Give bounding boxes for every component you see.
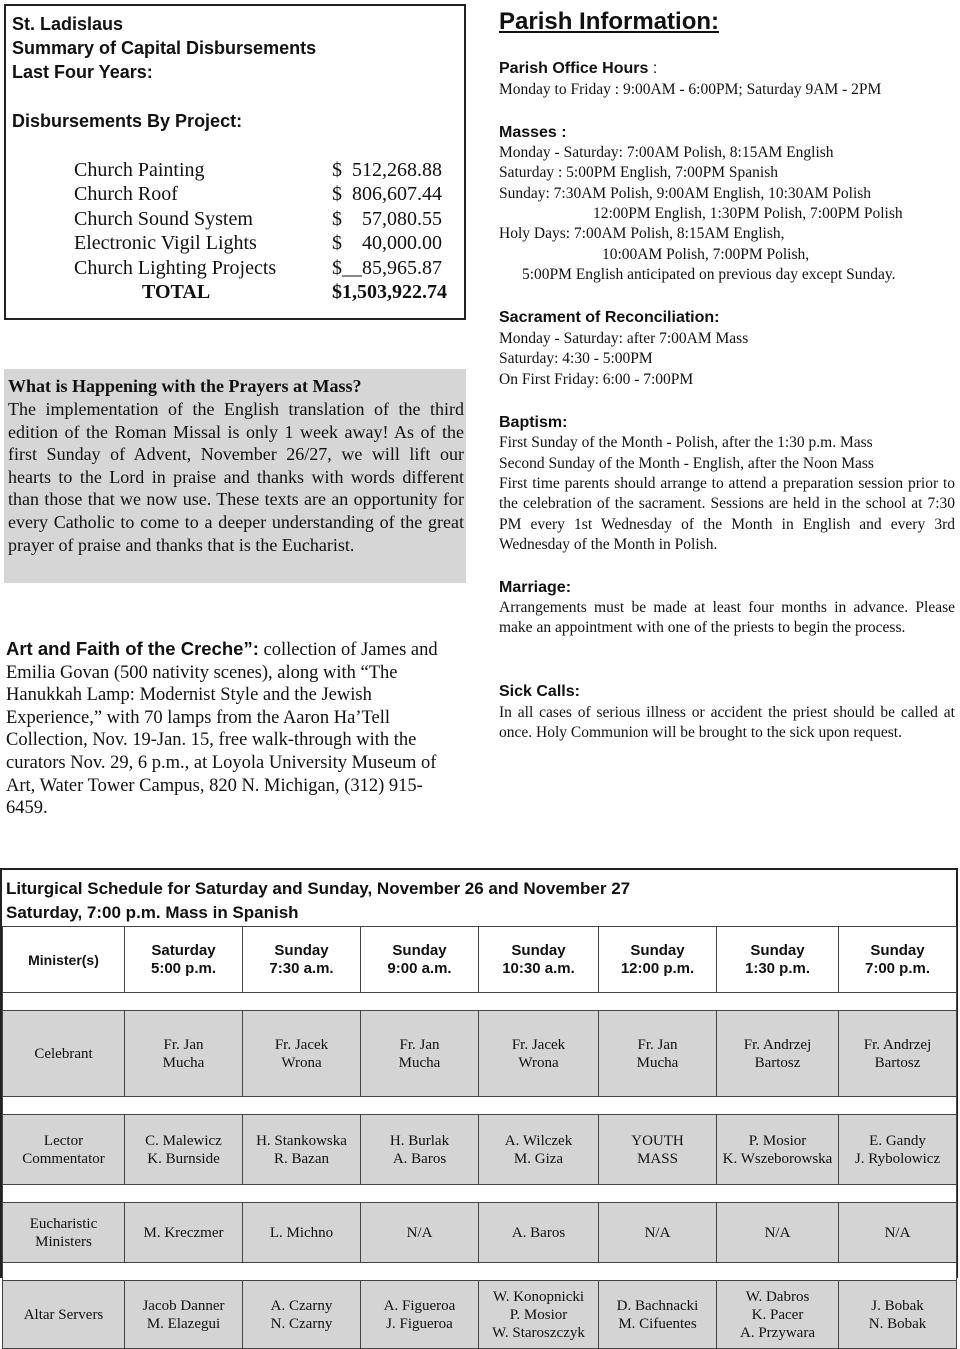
schedule-cell bbox=[599, 1011, 717, 1097]
marriage-paragraph: Arrangements must be made at least four months in advance. Please make an appointment with one of the priests to begin the process. bbox=[499, 599, 955, 637]
spacer-row bbox=[3, 1185, 957, 1203]
disbursements-box bbox=[4, 4, 466, 320]
masses-line: 10:00AM Polish, 7:00PM Polish, bbox=[602, 246, 810, 263]
masses-line: Monday - Saturday: 7:00AM Polish, 8:15AM English bbox=[499, 144, 834, 161]
schedule-cell bbox=[479, 1011, 599, 1097]
masses-line: Sunday: 7:30AM Polish, 9:00AM English, 10:30AM Polish bbox=[499, 185, 872, 202]
cell-text-line: 12:00 p.m. bbox=[620, 959, 695, 977]
cell-text-line: Fr. Jacek bbox=[511, 1036, 566, 1053]
cell-text-line: 7:00 p.m. bbox=[864, 959, 931, 977]
schedule-cell bbox=[717, 927, 839, 993]
art-heading: Art and Faith of the Creche”: bbox=[6, 638, 259, 659]
cell-text-line: Eucharistic bbox=[29, 1215, 98, 1232]
art-exhibit-notice bbox=[6, 638, 456, 820]
total-label: TOTAL bbox=[142, 281, 211, 303]
project-name: Church Roof bbox=[74, 183, 178, 205]
project-name: Electronic Vigil Lights bbox=[74, 232, 257, 254]
cell-text-line: Commentator bbox=[22, 1150, 105, 1167]
cell-text-line: N/A bbox=[884, 1224, 911, 1241]
schedule-cell bbox=[479, 1281, 599, 1349]
cell-text-line: Bartosz bbox=[754, 1054, 801, 1071]
cell-text-line: Sunday bbox=[630, 941, 685, 959]
schedule-row bbox=[3, 1203, 957, 1263]
spacer-row bbox=[3, 993, 957, 1011]
project-amount: $ 57,080.55 bbox=[332, 208, 442, 230]
schedule-cell bbox=[599, 1115, 717, 1185]
by-project-label: Disbursements By Project: bbox=[12, 111, 243, 131]
baptism-line: Second Sunday of the Month - English, after the Noon Mass bbox=[499, 455, 874, 472]
minister-role-cell bbox=[3, 927, 125, 993]
masses-heading: Masses : bbox=[499, 124, 567, 141]
schedule-cell bbox=[243, 1281, 361, 1349]
schedule-cell bbox=[479, 1115, 599, 1185]
cell-text-line: R. Bazan bbox=[274, 1150, 329, 1167]
schedule-cell bbox=[479, 1203, 599, 1263]
schedule-cell bbox=[717, 1281, 839, 1349]
spacer-cell bbox=[3, 1097, 957, 1115]
cell-text-line: Fr. Andrzej bbox=[743, 1036, 812, 1053]
liturgical-schedule-table bbox=[2, 926, 957, 1349]
cell-text-line: Jacob Danner bbox=[142, 1297, 225, 1314]
cell-text-line: J. Figueroa bbox=[386, 1315, 453, 1332]
office-hours-text: Monday to Friday : 9:00AM - 6:00PM; Saturday 9AM - 2PM bbox=[499, 81, 882, 98]
cell-text-line: W. Dabros bbox=[745, 1288, 810, 1305]
liturgical-title: Liturgical Schedule for Saturday and Sunday, November 26 and November 27 bbox=[6, 879, 631, 898]
cell-text-line: N. Bobak bbox=[868, 1315, 927, 1332]
schedule-cell bbox=[361, 1281, 479, 1349]
cell-text-line: Sunday bbox=[750, 941, 805, 959]
office-hours-colon: : bbox=[648, 60, 658, 77]
prayers-notice-box bbox=[4, 369, 466, 583]
cell-text-line: E. Gandy bbox=[869, 1132, 926, 1149]
cell-text-line: M. Giza bbox=[513, 1150, 564, 1167]
cell-text-line: Ministers bbox=[35, 1233, 92, 1250]
schedule-cell bbox=[599, 1203, 717, 1263]
minister-role-cell bbox=[3, 1115, 125, 1185]
liturgical-subtitle: Saturday, 7:00 p.m. Mass in Spanish bbox=[6, 903, 299, 922]
cell-text-line: J. Bobak bbox=[871, 1297, 924, 1314]
cell-text-line: K. Wszeborowska bbox=[722, 1150, 833, 1167]
cell-text-line: P. Mosior bbox=[748, 1132, 807, 1149]
cell-text-line: Mucha bbox=[398, 1054, 441, 1071]
project-name: Church Sound System bbox=[74, 208, 253, 230]
sick-calls-heading: Sick Calls: bbox=[499, 683, 580, 700]
masses-line: 5:00PM English anticipated on previous day except Sunday. bbox=[522, 266, 896, 283]
reconciliation-heading: Sacrament of Reconciliation: bbox=[499, 309, 720, 326]
schedule-cell bbox=[717, 1115, 839, 1185]
schedule-cell bbox=[243, 1115, 361, 1185]
project-amount: $ 512,268.88 bbox=[332, 159, 442, 181]
cell-text-line: 10:30 a.m. bbox=[502, 959, 575, 977]
cell-text-line: Wrona bbox=[281, 1054, 322, 1071]
reconciliation-line: Saturday: 4:30 - 5:00PM bbox=[499, 350, 653, 367]
schedule-cell bbox=[839, 1281, 957, 1349]
prayers-body: The implementation of the English translation of the third edition of the Roman Missal is only 1 week away! As of the first Sunday of Advent, November 26/27, we will lift our hearts to the Lord in praise and thanks with words different than those that we now use. These texts are an opportunity for every Catholic to come to a deeper understanding of the great prayer of praise and thanks that is the Eucharist. bbox=[8, 399, 464, 555]
schedule-cell bbox=[839, 1203, 957, 1263]
schedule-cell bbox=[839, 1011, 957, 1097]
cell-text-line: YOUTH bbox=[631, 1132, 684, 1149]
cell-text-line: D. Bachnacki bbox=[616, 1297, 699, 1314]
office-hours-heading bbox=[499, 59, 657, 79]
cell-text-line: MASS bbox=[637, 1150, 678, 1167]
cell-text-line: Altar Servers bbox=[23, 1306, 104, 1323]
schedule-cell bbox=[243, 1203, 361, 1263]
masses-line: Holy Days: 7:00AM Polish, 8:15AM English, bbox=[499, 225, 785, 242]
cell-text-line: M. Kreczmer bbox=[143, 1224, 224, 1241]
schedule-cell bbox=[125, 1281, 243, 1349]
schedule-cell bbox=[125, 1011, 243, 1097]
cell-text-line: P. Mosior bbox=[509, 1306, 568, 1323]
schedule-row bbox=[3, 1281, 957, 1349]
schedule-cell bbox=[479, 927, 599, 993]
cell-text-line: 5:00 p.m. bbox=[150, 959, 217, 977]
total-amount: $1,503,922.74 bbox=[332, 281, 447, 303]
schedule-header-row bbox=[3, 927, 957, 993]
cell-text-line: Sunday bbox=[870, 941, 925, 959]
cell-text-line: Celebrant bbox=[34, 1045, 93, 1062]
cell-text-line: Wrona bbox=[518, 1054, 559, 1071]
cell-text-line: N/A bbox=[406, 1224, 433, 1241]
schedule-row bbox=[3, 1115, 957, 1185]
project-amount: $ 806,607.44 bbox=[332, 183, 442, 205]
cell-text-line: Minister(s) bbox=[28, 951, 99, 968]
spacer-row bbox=[3, 1263, 957, 1281]
cell-text-line: H. Burlak bbox=[389, 1132, 450, 1149]
summary-title-line-3: Last Four Years: bbox=[12, 62, 153, 82]
project-amount: $__85,965.87 bbox=[332, 257, 442, 279]
schedule-cell bbox=[125, 1203, 243, 1263]
cell-text-line: C. Malewicz bbox=[145, 1132, 222, 1149]
schedule-row bbox=[3, 1011, 957, 1097]
cell-text-line: 1:30 p.m. bbox=[744, 959, 811, 977]
summary-title-line-2: Summary of Capital Disbursements bbox=[12, 38, 317, 58]
cell-text-line: Mucha bbox=[162, 1054, 205, 1071]
cell-text-line: A. Baros bbox=[511, 1224, 566, 1241]
cell-text-line: W. Konopnicki bbox=[492, 1288, 585, 1305]
reconciliation-line: On First Friday: 6:00 - 7:00PM bbox=[499, 371, 694, 388]
minister-role-cell bbox=[3, 1281, 125, 1349]
cell-text-line: 9:00 a.m. bbox=[387, 959, 452, 977]
cell-text-line: Fr. Jan bbox=[637, 1036, 678, 1053]
spacer-cell bbox=[3, 1263, 957, 1281]
cell-text-line: 7:30 a.m. bbox=[269, 959, 334, 977]
cell-text-line: A. Wilczek bbox=[504, 1132, 573, 1149]
cell-text-line: Sunday bbox=[392, 941, 447, 959]
schedule-cell bbox=[125, 1115, 243, 1185]
schedule-cell bbox=[243, 1011, 361, 1097]
prayers-heading: What is Happening with the Prayers at Mass? bbox=[8, 376, 362, 396]
cell-text-line: A. Figueroa bbox=[383, 1297, 456, 1314]
schedule-cell bbox=[717, 1203, 839, 1263]
cell-text-line: Fr. Jan bbox=[163, 1036, 204, 1053]
cell-text-line: N. Czarny bbox=[270, 1315, 333, 1332]
spacer-cell bbox=[3, 1185, 957, 1203]
project-name: Church Painting bbox=[74, 159, 205, 181]
project-name: Church Lighting Projects bbox=[74, 257, 277, 279]
baptism-paragraph: First time parents should arrange to attend a preparation session prior to the celebration of the sacrament. Sessions are held in the school at 7:30 PM every 1st Wednesday of the Month in English and every 3rd Wednesday of the Month in Polish. bbox=[499, 475, 955, 553]
cell-text-line: Fr. Andrzej bbox=[863, 1036, 932, 1053]
cell-text-line: H. Stankowska bbox=[256, 1132, 347, 1149]
cell-text-line: Fr. Jan bbox=[399, 1036, 440, 1053]
schedule-cell bbox=[599, 927, 717, 993]
cell-text-line: A. Baros bbox=[392, 1150, 447, 1167]
spacer-row bbox=[3, 1097, 957, 1115]
schedule-cell bbox=[361, 927, 479, 993]
cell-text-line: J. Rybolowicz bbox=[854, 1150, 941, 1167]
sick-calls-paragraph: In all cases of serious illness or accident the priest should be called at once. Holy Communion will be brought to the sick upon request. bbox=[499, 704, 955, 742]
cell-text-line: N/A bbox=[644, 1224, 671, 1241]
cell-text-line: A. Czarny bbox=[270, 1297, 333, 1314]
summary-title-line-1: St. Ladislaus bbox=[12, 14, 124, 34]
schedule-cell bbox=[361, 1011, 479, 1097]
cell-text-line: A. Przywara bbox=[740, 1324, 815, 1341]
masses-line: Saturday : 5:00PM English, 7:00PM Spanish bbox=[499, 164, 779, 181]
cell-text-line: K. Pacer bbox=[751, 1306, 804, 1323]
schedule-cell bbox=[599, 1281, 717, 1349]
cell-text-line: M. Cifuentes bbox=[618, 1315, 697, 1332]
marriage-heading: Marriage: bbox=[499, 579, 572, 596]
schedule-cell bbox=[717, 1011, 839, 1097]
schedule-cell bbox=[839, 927, 957, 993]
art-body: collection of James and Emilia Govan (500 nativity scenes), along with “The Hanukkah Lamp: Modernist Style and the Jewish Experience,” with 70 lamps from the Aaron Ha’Tell Collection, Nov. 19-Jan. 15, free walk-through with the curators Nov. 29, 6 p.m., at Loyola University Museum of Art, Water Tower Campus, 820 N. Michigan, (312) 915-6459. bbox=[6, 640, 438, 819]
cell-text-line: Bartosz bbox=[874, 1054, 921, 1071]
cell-text-line: Sunday bbox=[511, 941, 566, 959]
schedule-cell bbox=[125, 927, 243, 993]
schedule-cell bbox=[243, 927, 361, 993]
minister-role-cell bbox=[3, 1011, 125, 1097]
baptism-line: First Sunday of the Month - Polish, after the 1:30 p.m. Mass bbox=[499, 434, 873, 451]
cell-text-line: Mucha bbox=[636, 1054, 679, 1071]
parish-info-title: Parish Information: bbox=[499, 8, 720, 35]
cell-text-line: M. Elazegui bbox=[146, 1315, 221, 1332]
cell-text-line: W. Staroszczyk bbox=[492, 1324, 585, 1341]
cell-text-line: Fr. Jacek bbox=[274, 1036, 329, 1053]
minister-role-cell bbox=[3, 1203, 125, 1263]
reconciliation-line: Monday - Saturday: after 7:00AM Mass bbox=[499, 330, 749, 347]
cell-text-line: K. Burnside bbox=[147, 1150, 220, 1167]
schedule-cell bbox=[361, 1203, 479, 1263]
spacer-cell bbox=[3, 993, 957, 1011]
cell-text-line: Sunday bbox=[274, 941, 329, 959]
cell-text-line: Lector bbox=[43, 1132, 84, 1149]
cell-text-line: L. Michno bbox=[269, 1224, 334, 1241]
baptism-heading: Baptism: bbox=[499, 414, 568, 431]
masses-line: 12:00PM English, 1:30PM Polish, 7:00PM Polish bbox=[593, 205, 903, 222]
office-hours-label: Parish Office Hours bbox=[499, 60, 649, 77]
schedule-cell bbox=[361, 1115, 479, 1185]
cell-text-line: N/A bbox=[764, 1224, 791, 1241]
schedule-cell bbox=[839, 1115, 957, 1185]
cell-text-line: Saturday bbox=[151, 941, 216, 959]
project-amount: $ 40,000.00 bbox=[332, 232, 442, 254]
